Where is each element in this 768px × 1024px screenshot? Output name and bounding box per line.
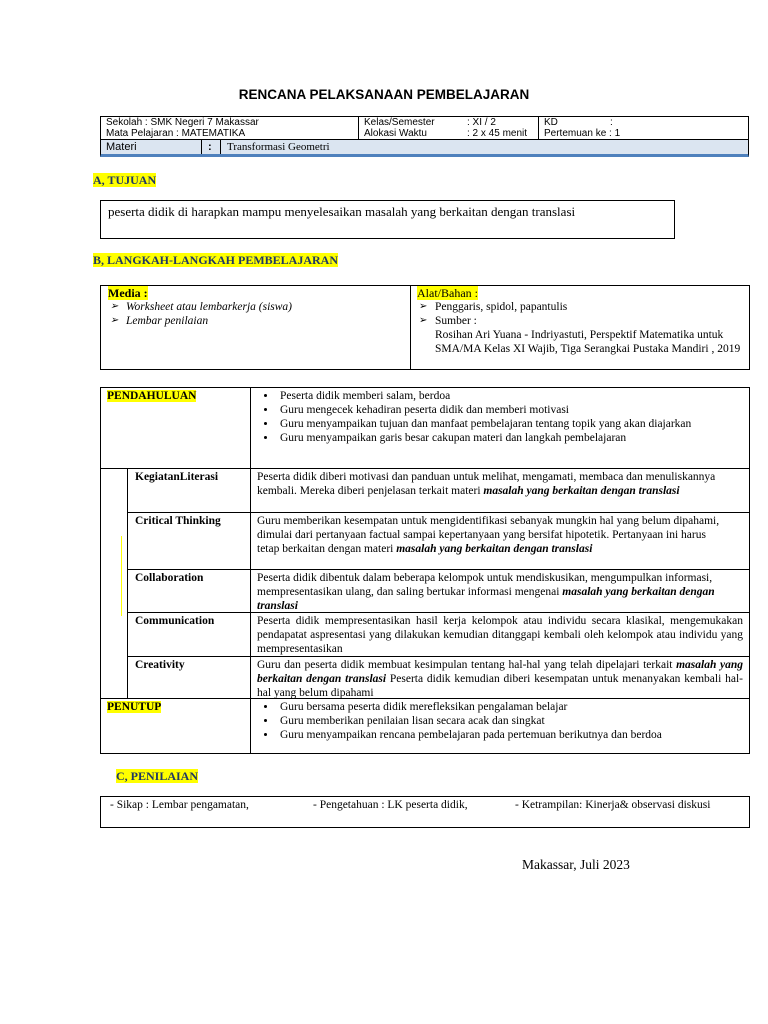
list-item: • Guru memberikan penilaian lisan secara acak dan singkat — [277, 714, 768, 728]
header-cell-class — [359, 117, 539, 139]
collab-emphasis: masalah yang berkaitan dengan translasi — [257, 586, 715, 612]
list-item: • Guru bersama peserta didik merefleksikan pengalaman belajar — [277, 700, 768, 714]
list-item: • Guru menyampaikan rencana pembelajaran pada pertemuan berikutnya dan berdoa — [277, 728, 768, 742]
grid-line — [127, 569, 749, 570]
materi-row — [100, 140, 749, 157]
materi-divider — [201, 140, 202, 154]
critical-cell — [257, 514, 727, 556]
kegiatan-table — [100, 387, 750, 754]
literasi-emphasis: masalah yang berkaitan dengan translasi — [483, 485, 680, 497]
creat-label: Creativity — [135, 659, 185, 671]
list-item: ➢ Worksheet atau lembarkerja (siswa) — [108, 300, 408, 314]
list-item: ➢ Penggaris, spidol, papantulis — [417, 300, 747, 314]
collab-label: Collaboration — [135, 572, 204, 584]
media-table — [100, 285, 750, 370]
materi-divider-2 — [220, 140, 221, 154]
materi-colon: : — [208, 141, 212, 153]
page-title: RENCANA PELAKSANAAN PEMBELAJARAN — [238, 87, 530, 102]
list-item: • Peserta didik memberi salam, berdoa — [277, 389, 768, 403]
sumber-text: Rosihan Ari Yuana - Indriyastuti, Perspektif Matematika untuk SMA/MA Kelas XI Wajib, Tiga Serangkai Pustaka Mandiri , 2019 — [435, 329, 741, 355]
creat-text-1: Guru dan peserta didik membuat kesimpulan tentang hal-hal yang telah dipelajari terkait — [257, 659, 677, 671]
header-info-table — [100, 116, 749, 140]
kd-label: KD — [544, 117, 558, 128]
mapel-text: Mata Pelajaran : MATEMATIKA — [106, 127, 246, 139]
list-item: ➢ Sumber : — [417, 314, 747, 328]
collab-cell — [257, 571, 745, 613]
media-list — [108, 300, 408, 328]
alat-label: Alat/Bahan : — [417, 286, 478, 300]
media-label: Media : — [108, 286, 148, 300]
kelas-value: : XI / 2 — [467, 117, 496, 128]
grid-line — [101, 468, 749, 469]
penutup-label: PENUTUP — [107, 701, 162, 713]
list-item: ➢ Lembar penilaian — [108, 314, 408, 328]
pendahuluan-label: PENDAHULUAN — [107, 390, 197, 402]
pertemuan-text: Pertemuan ke : 1 — [544, 127, 621, 139]
tujuan-heading: A, TUJUAN — [93, 173, 157, 187]
kd-value: : — [610, 117, 613, 128]
penutup-list — [254, 700, 768, 742]
grid-divider — [127, 468, 128, 698]
literasi-cell — [257, 470, 745, 498]
materi-value: Transformasi Geometri — [227, 141, 330, 153]
literasi-label: KegiatanLiterasi — [135, 471, 219, 483]
literasi-text: Peserta didik diberi motivasi dan panduan untuk melihat, mengamati, membaca dan menuliskannya kembali. Mereka diberi penjelasan terkait materi — [257, 471, 716, 497]
penilaian-heading: C, PENILAIAN — [116, 769, 199, 783]
comm-text: Peserta didik mempresentasikan hasil kerja kelompok atau individu secara klasikal, mengemukakan pendapatat aspresentasi yang dilakukan kemudian ditanggapi kembali oleh kelompok atau individu yang mempresentasikan — [257, 615, 743, 655]
pendahuluan-list — [254, 389, 768, 445]
penilaian-keterampilan: - Ketrampilan: Kinerja& observasi diskusi — [515, 799, 711, 811]
comm-label: Communication — [135, 615, 215, 627]
place-date: Makassar, Juli 2023 — [522, 857, 630, 872]
alat-list — [417, 300, 747, 328]
penilaian-sikap: - Sikap : Lembar pengamatan, — [110, 799, 249, 811]
langkah-heading: B, LANGKAH-LANGKAH PEMBELAJARAN — [93, 253, 339, 267]
list-item: • Guru menyampaikan garis besar cakupan materi dan langkah pembelajaran — [277, 431, 768, 445]
media-cell — [108, 286, 408, 328]
critical-text: Guru memberikan kesempatan untuk mengidentifikasi sebanyak mungkin hal yang belum dipahami, dimulai dari pertanyaan factual sampai kepertanyaan yang bersifat hipotetik. Pertanyaan ini harus tetap berkaitan dengan materi — [257, 515, 720, 555]
list-item: • Guru menyampaikan tujuan dan manfaat pembelajaran tentang topik yang akan diajarkan — [277, 417, 768, 431]
grid-line — [127, 512, 749, 513]
kelas-label: Kelas/Semester — [364, 117, 435, 128]
grid-line — [127, 656, 749, 657]
tujuan-text: peserta didik di harapkan mampu menyelesaikan masalah yang berkaitan dengan translasi — [108, 204, 576, 219]
tujuan-box — [100, 200, 675, 239]
header-cell-school — [101, 117, 359, 139]
collab-text: Peserta didik dibentuk dalam beberapa kelompok untuk mendiskusikan, mengumpulkan informasi, mempresentasikan ulang, dan saling bertukar informasi mengenai — [257, 572, 713, 598]
alat-cell — [417, 286, 747, 356]
sekolah-text: Sekolah : SMK Negeri 7 Makassar — [106, 117, 259, 128]
grid-accent — [121, 536, 122, 616]
media-divider — [410, 286, 411, 369]
alokasi-label: Alokasi Waktu — [364, 127, 427, 139]
list-item: • Guru mengecek kehadiran peserta didik dan memberi motivasi — [277, 403, 768, 417]
header-cell-kd — [539, 117, 748, 139]
materi-label: Materi — [106, 141, 137, 153]
critical-label: Critical Thinking — [135, 515, 221, 527]
creat-cell — [257, 658, 743, 700]
alokasi-value: : 2 x 45 menit — [467, 127, 528, 139]
critical-emphasis: masalah yang berkaitan dengan translasi — [396, 543, 593, 555]
penilaian-pengetahuan: - Pengetahuan : LK peserta didik, — [313, 799, 468, 811]
creat-text-2: Peserta didik kemudian diberi kesempatan untuk menanyakan kembali hal-hal yang belum dipahami — [257, 673, 743, 699]
penilaian-box — [100, 796, 750, 828]
creat-emphasis: masalah yang berkaitan dengan translasi — [257, 659, 744, 685]
